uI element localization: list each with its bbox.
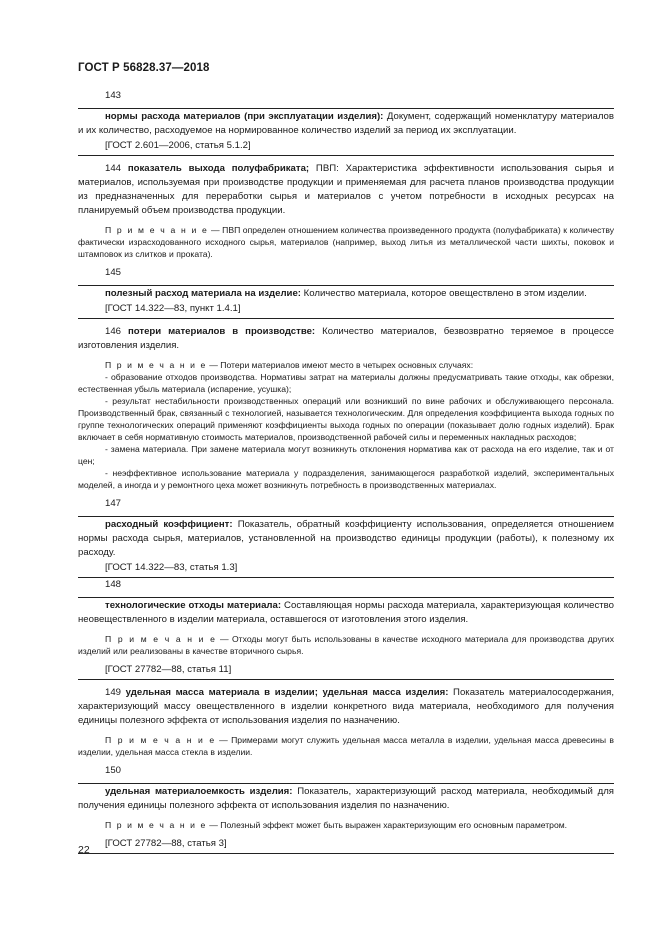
term-146-text [78,325,614,353]
term-149-number: 149 [105,687,122,698]
term-150-text [78,785,614,813]
term-145-reference: [ГОСТ 14.322—83, пункт 1.4.1] [105,303,241,314]
term-146-note-item: - результат нестабильности производственных операций или возникший по вине рабочих и обслуживающего персонала. Производственный брак, связанный с технологией, называется технологическим. Для определения коэффициента выхода годных по группе технологических операций применяют коэффициенты выхода годных по операции (показывает долю годных изделий). Брак включает в себя нормативную стоимость материалов, производственной рабочей силы и переменных накладных расходов; [78,396,614,442]
term-146-definition: Количество материалов, безвозвратно теряемое в процессе изготовления изделия. [78,326,615,351]
term-143-term: нормы расхода материалов (при эксплуатации изделия): [105,111,384,122]
term-147-definition: Показатель, обратный коэффициенту использования, определяется отношением нормы расхода сырья, материалов, установленной на производство единицы продукции (работы), к полезному их расходу. [78,519,614,558]
term-145-term: полезный расход материала на изделие: [105,288,301,299]
term-148-note-text: — Отходы могут быть использованы в качестве исходного материала для производства других изделий или реализованы в качестве вторичного сырья. [78,634,614,656]
term-148-definition: Составляющая нормы расхода материала, характеризующая количество неовеществленного в изделии материала, оставшегося от изготовления этого изделия. [78,600,614,625]
term-145-number: 145 [105,267,122,278]
term-144-note [78,224,614,260]
term-145-definition: Количество материала, которое овеществлено в этом изделии. [300,288,587,299]
term-147-text [78,518,614,560]
term-150-number: 150 [105,765,122,776]
term-144-term: показатель выхода полуфабриката; [127,163,310,174]
term-143-text [78,110,614,138]
term-148-term: технологические отходы материала: [105,600,282,611]
term-144-definition: ПВП: Характеристика эффективности использования сырья и материалов, используемая при производстве продукции и применяемая для расчета планов производства продукции из предназначенных для переработки сырья и материалов с учетом потребности в исходных ресурсах на планируемый объем производства продукции. [78,163,614,216]
term-146-note-item: - замена материала. При замене материала могут возникнуть отклонения норматива как от расхода на его изделие, так и от цен; [78,444,614,466]
term-144-note-text: — ПВП определен отношением количества произведенного продукта (полуфабриката) к количеству фактически израсходованного исходного сырья, материалов (например, выход литья из металлической части шихты, поковок и штамповок из слитков и проката). [78,225,615,259]
term-149-term: удельная масса материала в изделии; удельная масса изделия: [125,687,449,698]
term-146-term: потери материалов в производстве: [127,326,316,337]
term-144-text [78,162,614,218]
term-150-definition: Показатель, характеризующий расход материала, необходимый для получения единицы полезного эффекта от использования изделия по назначению. [78,786,615,811]
term-149-note-text: — Примерами могут служить удельная масса металла в изделии, удельная масса древесины в изделии, удельная масса стекла в изделии. [78,735,615,757]
term-145-text [78,287,614,301]
term-143-box [78,108,614,156]
term-146-note-item: - образование отходов производства. Нормативы затрат на материалы должны предусматривать такие отходы, как обрезки, естественная убыль материала (испарение, усушка); [78,372,614,394]
term-147-reference: [ГОСТ 14.322—83, статья 1.3] [105,562,238,573]
term-148-box [78,597,614,680]
term-147-term: расходный коэффициент: [105,519,233,530]
term-150-note [78,819,614,831]
term-149-definition: Показатель материалосодержания, характеризующий массу овеществленного в изделии конкретного вида материала, необходимого для получения единицы полезного эффекта от использования изделия по назначению. [78,687,614,726]
term-144-number: 144 [105,163,122,174]
term-148-note [78,633,614,657]
term-143-number: 143 [105,90,122,101]
term-148-note-label: П р и м е ч а н и е [105,634,217,644]
term-143-definition: Документ, содержащий номенклатуру материалов и их количество, расходуемое на нормированное количество изделий за период их эксплуатации. [78,111,614,136]
page-number: 22 [78,844,90,856]
standard-header: ГОСТ Р 56828.37—2018 [78,62,210,74]
term-147-number: 147 [105,498,122,509]
term-149-text [78,686,614,728]
term-146-note-item: - неэффективное использование материала у подразделения, занимающегося разработкой изделий, экспериментальных моделей, а иногда и у ремонтного цеха может возникнуть потребность в производственных материалах. [78,468,614,490]
term-150-term: удельная материалоемкость изделия: [105,786,293,797]
term-149-note [78,734,614,758]
term-150-box [78,783,614,854]
term-149-note-label: П р и м е ч а н и е [105,735,216,745]
term-150-note-label: П р и м е ч а н и е [105,820,207,830]
term-150-note-text: — Полезный эффект может быть выражен характеризующим его основным параметром. [206,820,568,830]
term-150-reference: [ГОСТ 27782—88, статья 3] [105,838,227,849]
term-146-number: 146 [105,326,122,337]
term-143-reference: [ГОСТ 2.601—2006, статья 5.1.2] [105,140,251,151]
term-147-box [78,516,614,578]
term-145-box [78,285,614,319]
term-144-note-label: П р и м е ч а н и е [105,225,209,235]
term-148-text [78,599,614,627]
term-146-note [78,359,614,371]
term-148-number: 148 [105,579,122,590]
term-146-note-text: — Потери материалов имеют место в четырех основных случаях: [206,360,474,370]
terms-content [78,89,614,854]
term-146-note-label: П р и м е ч а н и е [105,360,207,370]
term-148-reference: [ГОСТ 27782—88, статья 11] [105,664,232,675]
